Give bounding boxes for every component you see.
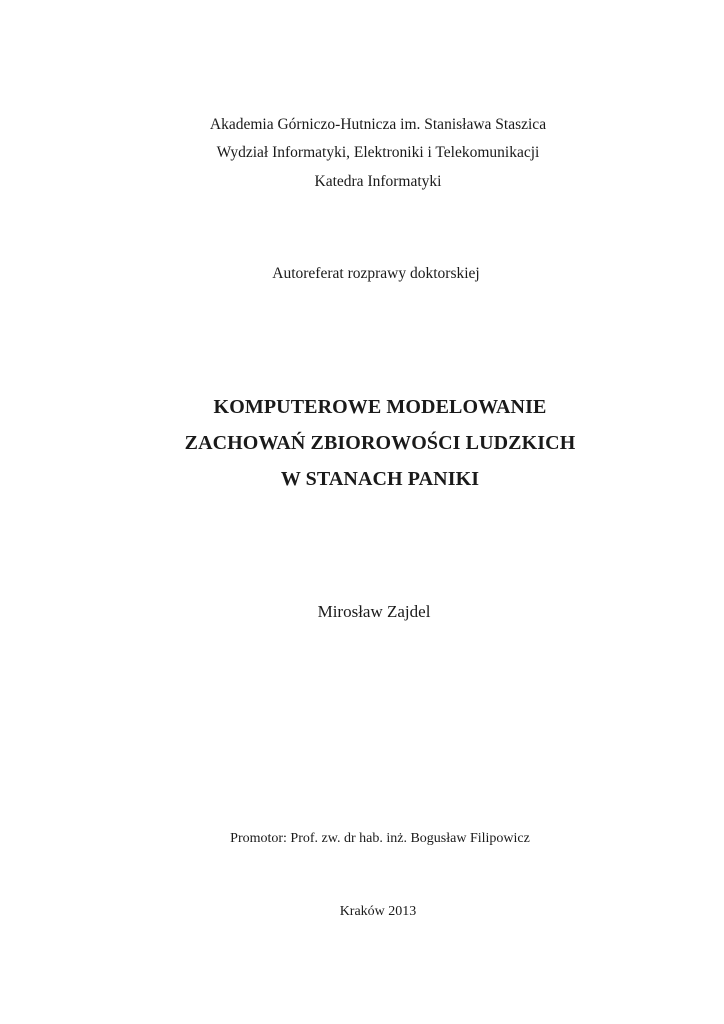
thesis-title-line-2: ZACHOWAŃ ZBIOROWOŚCI LUDZKICH [184,432,576,454]
supervisor: Promotor: Prof. zw. dr hab. inż. Bogusław Filipowicz [230,831,530,846]
university-name: Akademia Górniczo-Hutnicza im. Stanisława Staszica [209,116,547,133]
place-and-year: Kraków 2013 [339,904,417,919]
thesis-title-line-1: KOMPUTEROWE MODELOWANIE [213,396,547,418]
thesis-title-line-3: W STANACH PANIKI [280,468,480,490]
author-name: Mirosław Zajdel [317,602,431,621]
department-name: Katedra Informatyki [314,173,442,190]
document-type: Autoreferat rozprawy doktorskiej [272,265,480,282]
faculty-name: Wydział Informatyki, Elektroniki i Telekomunikacji [216,144,540,161]
